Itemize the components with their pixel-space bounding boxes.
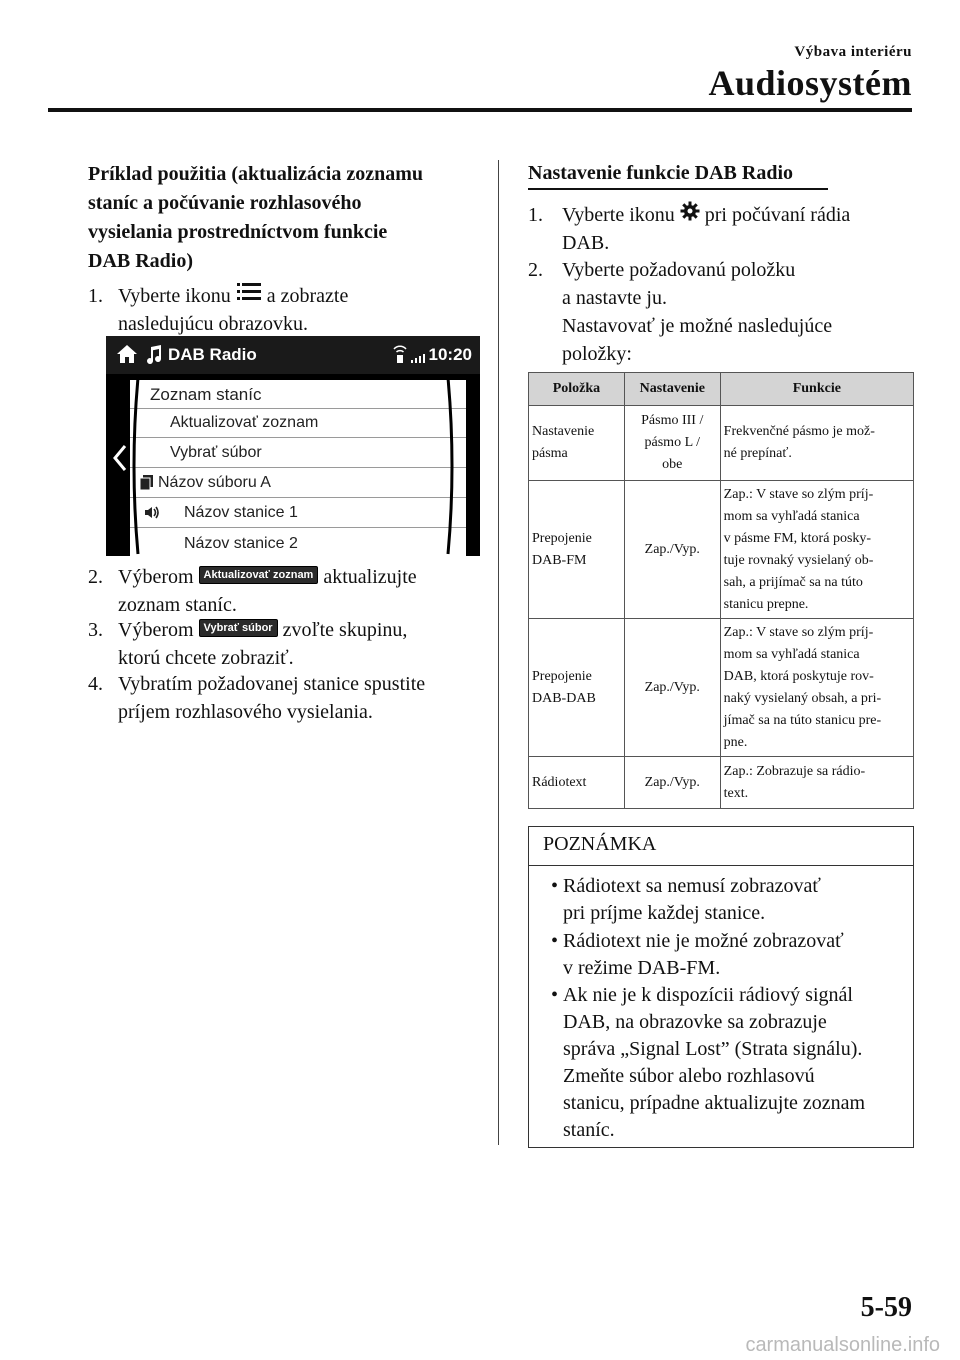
function-cell [720,619,913,757]
function-cell [720,757,913,809]
setting-cell [624,406,720,481]
step-number: 2. [88,566,103,588]
step-text: pri počúvaní rádia [704,204,851,226]
note-header [529,827,913,866]
step-text: Výberom [118,566,194,588]
bullet: • [551,984,559,1006]
step-number: 4. [88,673,103,695]
heading-line: DAB Radio) [88,250,194,272]
step-text: zoznam staníc. [118,594,237,616]
example-heading [88,160,478,276]
cell-line: naký vysielaný obsah, a pri- [723,690,882,706]
select-file-item[interactable] [130,438,466,468]
item-cell [529,481,625,619]
dab-radio-screen [106,336,480,556]
cell-line: Zap.: V stave so zlým príj- [723,624,874,640]
list-item-label: Názov súboru A [158,474,271,491]
list-item-label: Vybrať súbor [170,444,262,461]
select-file-button-ref: Vybrať súbor [199,619,278,637]
heading-underline [528,188,828,190]
list-icon [236,281,262,303]
cell-line: Zap./Vyp. [644,774,700,790]
note-line: Zmeňte súbor alebo rozhlasovú [563,1065,815,1087]
note-line: DAB, na obrazovke sa zobrazuje [563,1011,827,1033]
home-icon [116,344,138,364]
bullet: • [551,930,559,952]
step-text: príjem rozhlasového vysielania. [118,701,373,723]
screen-title: DAB Radio [168,345,257,364]
step-text: Vyberte požadovanú položku [562,259,796,281]
setting-cell [624,757,720,809]
column-divider [498,160,499,1145]
cell-line: Nastavenie [532,424,595,439]
cell-line: v pásme FM, ktorá posky- [723,530,872,546]
list-item-label: Názov stanice 1 [184,504,298,521]
gear-icon [680,201,700,221]
section-title: Výbava interiéru [794,44,912,60]
heading-line: vysielania prostredníctvom funkcie [88,221,388,243]
screen-clock: 10:20 [428,345,472,364]
step-text: Vyberte ikonu [562,204,675,226]
step-text: Výberom [118,619,194,641]
note-line: staníc. [563,1119,615,1141]
back-chevron-icon [112,444,128,472]
list-header [130,380,466,409]
item-cell [529,406,625,481]
column-header: Funkcie [720,373,913,406]
file-icon [140,475,153,490]
table-row [529,619,914,757]
table-header-row [529,373,914,406]
cell-line: stanicu prepne. [723,596,809,612]
cell-line: pne. [723,734,748,750]
table-row [529,757,914,809]
setting-cell [624,619,720,757]
cell-line: Pásmo III / [641,413,704,428]
signal-strength-icon [392,344,428,364]
scroll-bracket-left [128,376,140,556]
column-header: Nastavenie [624,373,720,406]
item-cell [529,757,625,809]
cell-line: text. [723,785,749,801]
settings-table [528,372,914,809]
cell-line: mom sa vyhľadá stanica [723,508,860,524]
step-text: nasledujúcu obrazovku. [118,313,308,335]
note-line: Rádiotext nie je možné zobrazovať [563,930,844,952]
step-text: Nastavovať je možné nasledujúce [562,315,833,337]
note-line: v režime DAB-FM. [563,957,721,979]
left-step-1 [88,282,488,340]
step-text: a zobrazte [266,285,349,307]
left-step-4 [88,670,488,728]
cell-line: DAB, ktorá poskytuje rov- [723,668,874,684]
left-step-2 [88,563,488,621]
left-step-3 [88,616,488,674]
watermark: carmanualsonline.info [745,1334,940,1356]
cell-line: sah, a prijímač sa na túto [723,574,863,590]
note-line: pri príjme každej stanice. [563,902,766,924]
file-item[interactable] [130,468,466,498]
update-list-button-ref: Aktualizovať zoznam [199,566,319,584]
step-text: zvoľte skupinu, [282,619,408,641]
list-item-label: Zoznam staníc [150,385,262,404]
list-item-label: Aktualizovať zoznam [170,414,319,431]
screen-list [130,380,466,556]
bullet: • [551,875,559,897]
header-rule [48,108,912,112]
cell-line: DAB-DAB [532,690,596,706]
note-line: správa „Signal Lost” (Strata signálu). [563,1038,863,1060]
cell-line: obe [662,457,683,472]
heading-line: staníc a počúvanie rozhlasového [88,192,362,214]
cell-line: mom sa vyhľadá stanica [723,646,860,662]
cell-line: pásma [532,446,568,461]
cell-line: Rádiotext [532,774,587,790]
note-line: stanicu, prípadne aktualizujte zoznam [563,1092,866,1114]
cell-line: DAB-FM [532,552,587,568]
step-number: 1. [528,204,543,226]
step-text: DAB. [562,232,610,254]
right-step-2 [528,256,918,368]
step-text: aktualizujte [323,566,417,588]
step-text: položky: [562,343,632,365]
speaker-playing-icon [144,505,160,520]
cell-line: jímač sa na túto stanicu pre- [723,712,882,728]
note-line: Ak nie je k dispozícii rádiový signál [563,984,853,1006]
screen-status-bar [106,336,480,374]
item-cell [529,619,625,757]
station-item[interactable] [130,498,466,528]
scroll-bracket-right [446,376,458,556]
function-cell [720,481,913,619]
update-list-item[interactable] [130,408,466,438]
function-cell [720,406,913,481]
cell-line: Frekvenčné pásmo je mož- [723,424,875,439]
station-item[interactable] [130,528,466,556]
cell-line: Zap./Vyp. [644,541,700,557]
page-title: Audiosystém [708,63,912,103]
cell-line: né prepínať. [723,446,792,461]
right-step-1 [528,201,918,259]
step-number: 3. [88,619,103,641]
list-item-label: Názov stanice 2 [184,535,298,552]
page-number: 5-59 [860,1292,912,1323]
step-text: a nastavte ju. [562,287,667,309]
music-note-icon [146,345,162,365]
step-text: ktorú chcete zobraziť. [118,647,294,669]
step-text: Vyberte ikonu [118,285,231,307]
column-header: Položka [529,373,625,406]
cell-line: Zap.: V stave so zlým príj- [723,486,874,502]
step-text: Vybratím požadovanej stanice spustite [118,673,426,695]
cell-line: Zap./Vyp. [644,679,700,695]
cell-line: Prepojenie [532,668,592,684]
table-row [529,406,914,481]
note-box [528,826,914,1148]
table-row [529,481,914,619]
setting-cell [624,481,720,619]
note-line: Rádiotext sa nemusí zobrazovať [563,875,821,897]
cell-line: Prepojenie [532,530,592,546]
heading-line: Príklad použitia (aktualizácia zoznamu [88,163,423,185]
step-number: 2. [528,259,543,281]
cell-line: tuje rovnaký vysielaný ob- [723,552,874,568]
cell-line: Zap.: Zobrazuje sa rádio- [723,763,866,779]
settings-heading: Nastavenie funkcie DAB Radio [528,162,794,184]
step-number: 1. [88,285,103,307]
cell-line: pásmo L / [644,435,700,450]
note-title: POZNÁMKA [543,833,657,855]
